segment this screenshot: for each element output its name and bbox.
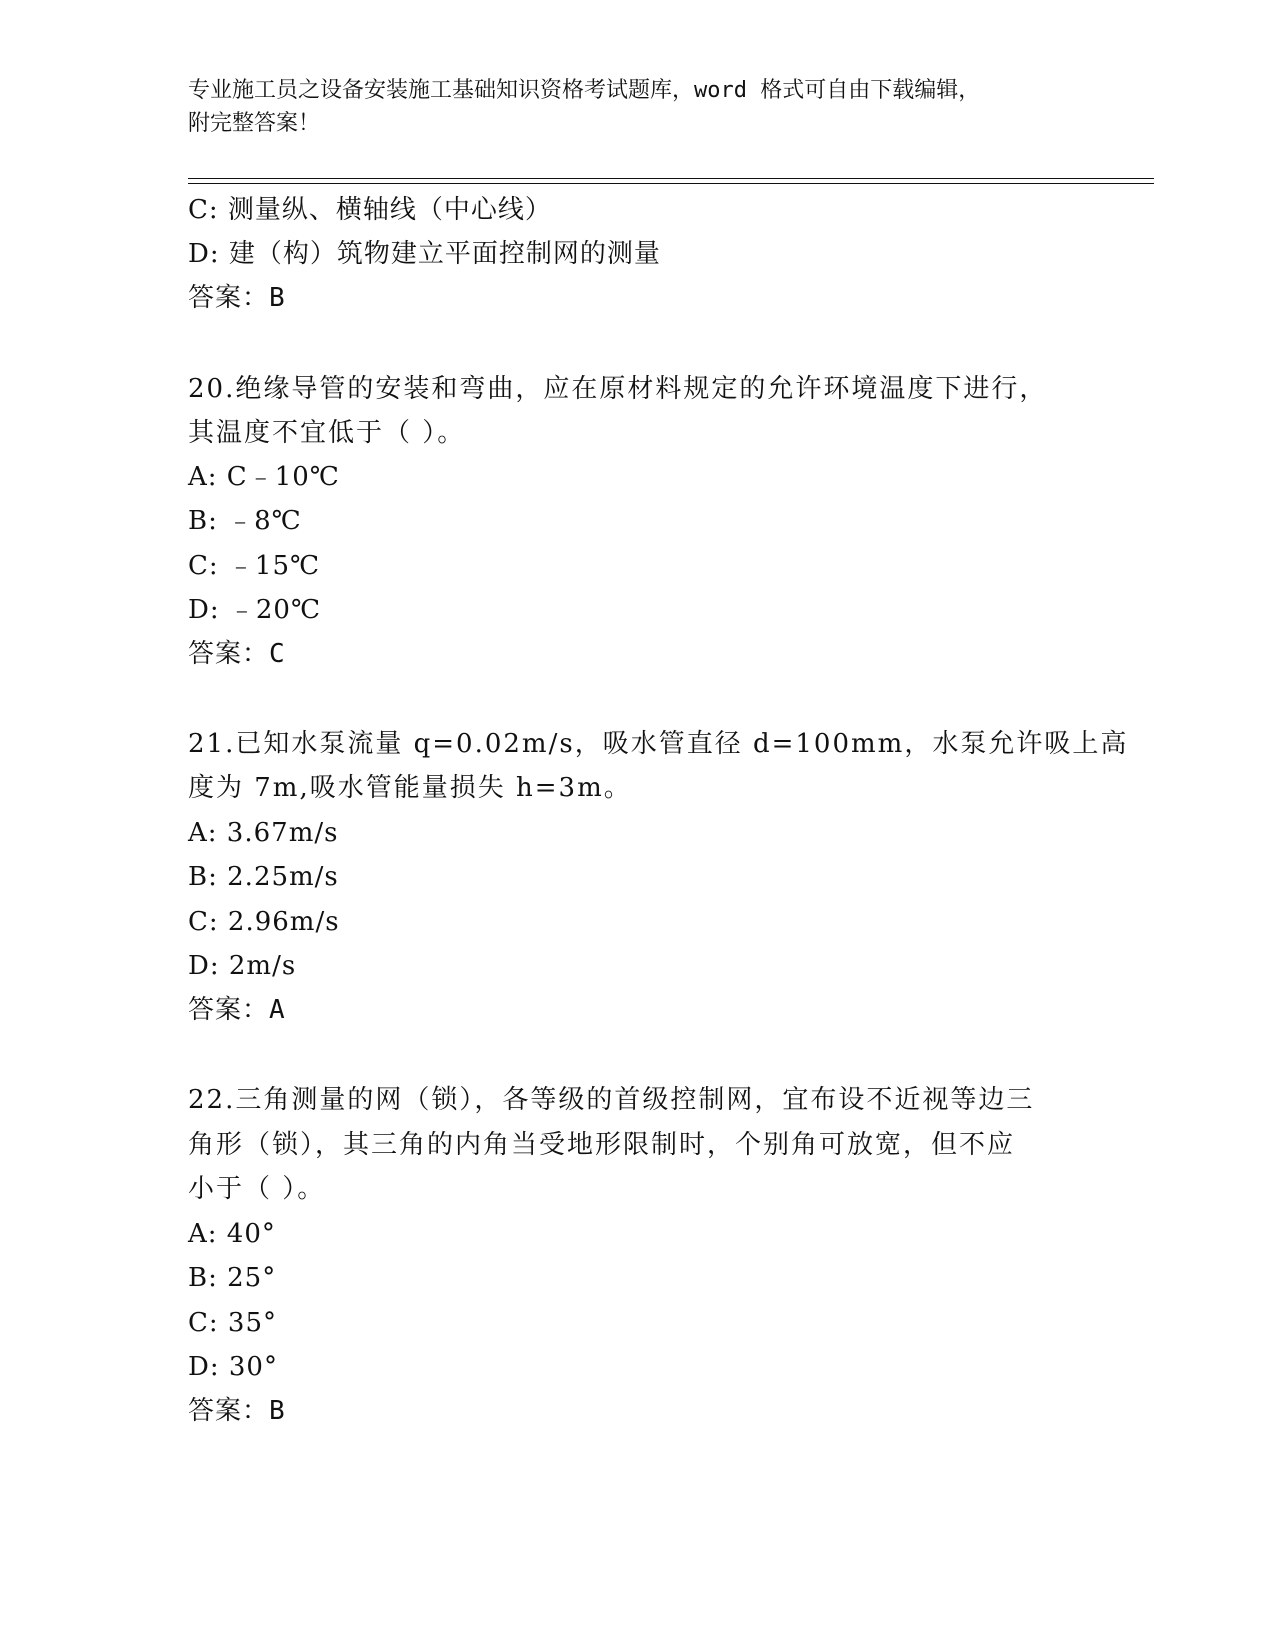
- header-line-1: 专业施工员之设备安装施工基础知识资格考试题库，word 格式可自由下载编辑，: [188, 78, 981, 103]
- prev-option-d: D: 建（构）筑物建立平面控制网的测量: [188, 239, 661, 269]
- question-20-option-d: D: ﹣20℃: [188, 595, 322, 625]
- question-21-option-d: D: 2m/s: [188, 951, 297, 981]
- header-divider-bottom: [188, 183, 1154, 184]
- question-22-option-d: D: 30°: [188, 1352, 278, 1382]
- question-21-answer: 答案：A: [188, 995, 286, 1025]
- question-20-text-line-1: 20.绝缘导管的安装和弯曲，应在原材料规定的允许环境温度下进行，: [188, 374, 1048, 404]
- question-21-text-line-1: 21.已知水泵流量 q=0.02m/s，吸水管直径 d=100mm，水泵允许吸上高: [188, 729, 1129, 759]
- question-21-option-c: C: 2.96m/s: [188, 907, 340, 937]
- question-22-option-a: A: 40°: [188, 1219, 276, 1249]
- question-20-answer: 答案：C: [188, 639, 286, 669]
- question-22-answer: 答案：B: [188, 1396, 286, 1426]
- question-21-option-b: B: 2.25m/s: [188, 862, 339, 892]
- question-20-option-c: C: ﹣15℃: [188, 551, 321, 581]
- question-22-text-line-3: 小于（ ）。: [188, 1174, 326, 1204]
- document-header: [188, 74, 1088, 140]
- prev-option-c: C: 测量纵、横轴线（中心线）: [188, 195, 552, 225]
- question-21-text-line-2: 度为 7m,吸水管能量损失 h=3m。: [188, 773, 632, 803]
- question-22-text-line-2: 角形（锁），其三角的内角当受地形限制时，个别角可放宽，但不应: [188, 1130, 1016, 1160]
- question-20-option-b: B: ﹣8℃: [188, 506, 302, 536]
- question-22-text-line-1: 22.三角测量的网（锁），各等级的首级控制网，宜布设不近视等边三: [188, 1085, 1035, 1115]
- question-21-option-a: A: 3.67m/s: [188, 818, 339, 848]
- prev-answer: 答案：B: [188, 283, 286, 313]
- question-20-option-a: A: C﹣10℃: [188, 462, 340, 492]
- header-divider-top: [188, 178, 1154, 179]
- header-line-2: 附完整答案！: [188, 111, 321, 136]
- question-22-option-c: C: 35°: [188, 1308, 278, 1338]
- question-22-option-b: B: 25°: [188, 1263, 277, 1293]
- question-20-text-line-2: 其温度不宜低于（ ）。: [188, 418, 466, 448]
